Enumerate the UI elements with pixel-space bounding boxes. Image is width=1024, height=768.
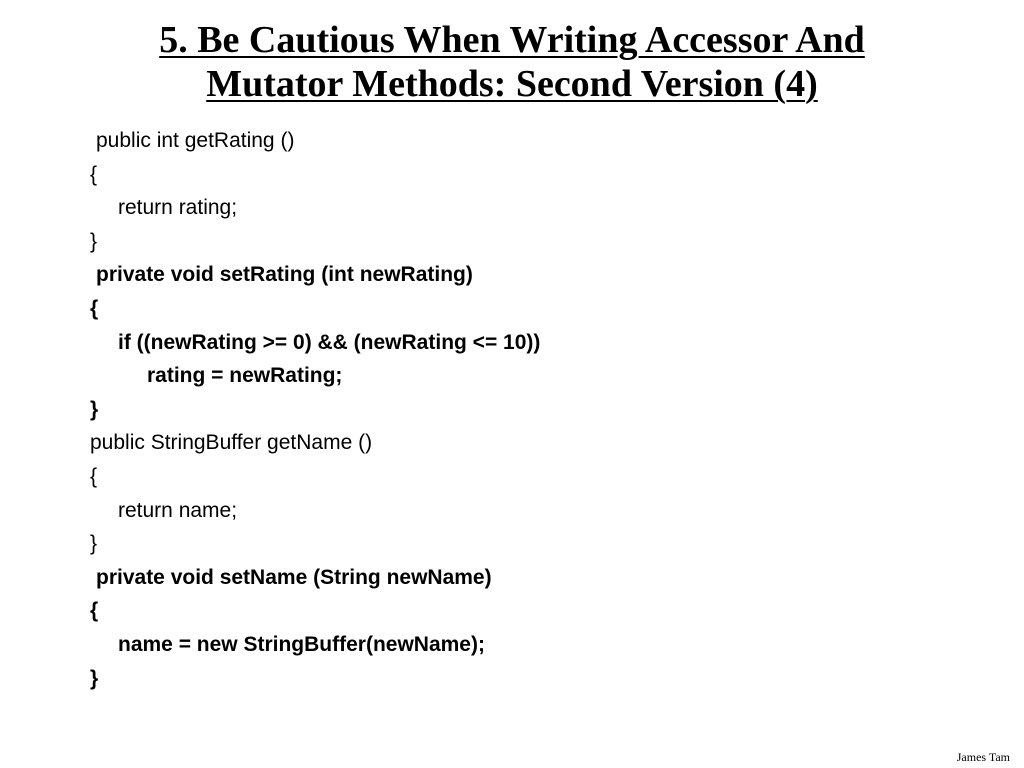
code-listing — [90, 124, 990, 695]
code-line-set-name-signature: private void setName (String newName) — [96, 565, 492, 589]
code-line-assign-rating: rating = newRating; — [147, 364, 343, 388]
footer-author: James Tam — [956, 750, 1010, 764]
title-line-2 — [0, 62, 1024, 106]
title-line-2-text: Mutator Methods: Second Version (4) — [206, 63, 818, 105]
slide-title — [0, 18, 1024, 106]
code-line-close-brace: } — [90, 666, 99, 690]
code-line-close-brace: } — [90, 229, 98, 253]
code-line-return-rating: return rating; — [118, 196, 238, 220]
code-line-open-brace: { — [90, 296, 99, 320]
title-line-1-text: 5. Be Cautious When Writing Accessor And — [159, 19, 865, 61]
code-line-get-name-signature: public StringBuffer getName () — [90, 431, 373, 455]
code-line-return-name: return name; — [118, 498, 238, 522]
code-line-assign-name: name = new StringBuffer(newName); — [118, 632, 485, 656]
code-line-get-rating-signature: public int getRating () — [96, 129, 295, 152]
code-line-open-brace: { — [90, 599, 99, 623]
code-line-close-brace: } — [90, 397, 99, 421]
code-line-close-brace: } — [90, 532, 98, 556]
code-line-if-range-check: if ((newRating >= 0) && (newRating <= 10)) — [118, 330, 541, 354]
title-line-1 — [0, 18, 1024, 62]
code-line-open-brace: { — [90, 464, 98, 488]
code-line-open-brace: { — [90, 162, 98, 186]
code-line-set-rating-signature: private void setRating (int newRating) — [96, 263, 473, 287]
